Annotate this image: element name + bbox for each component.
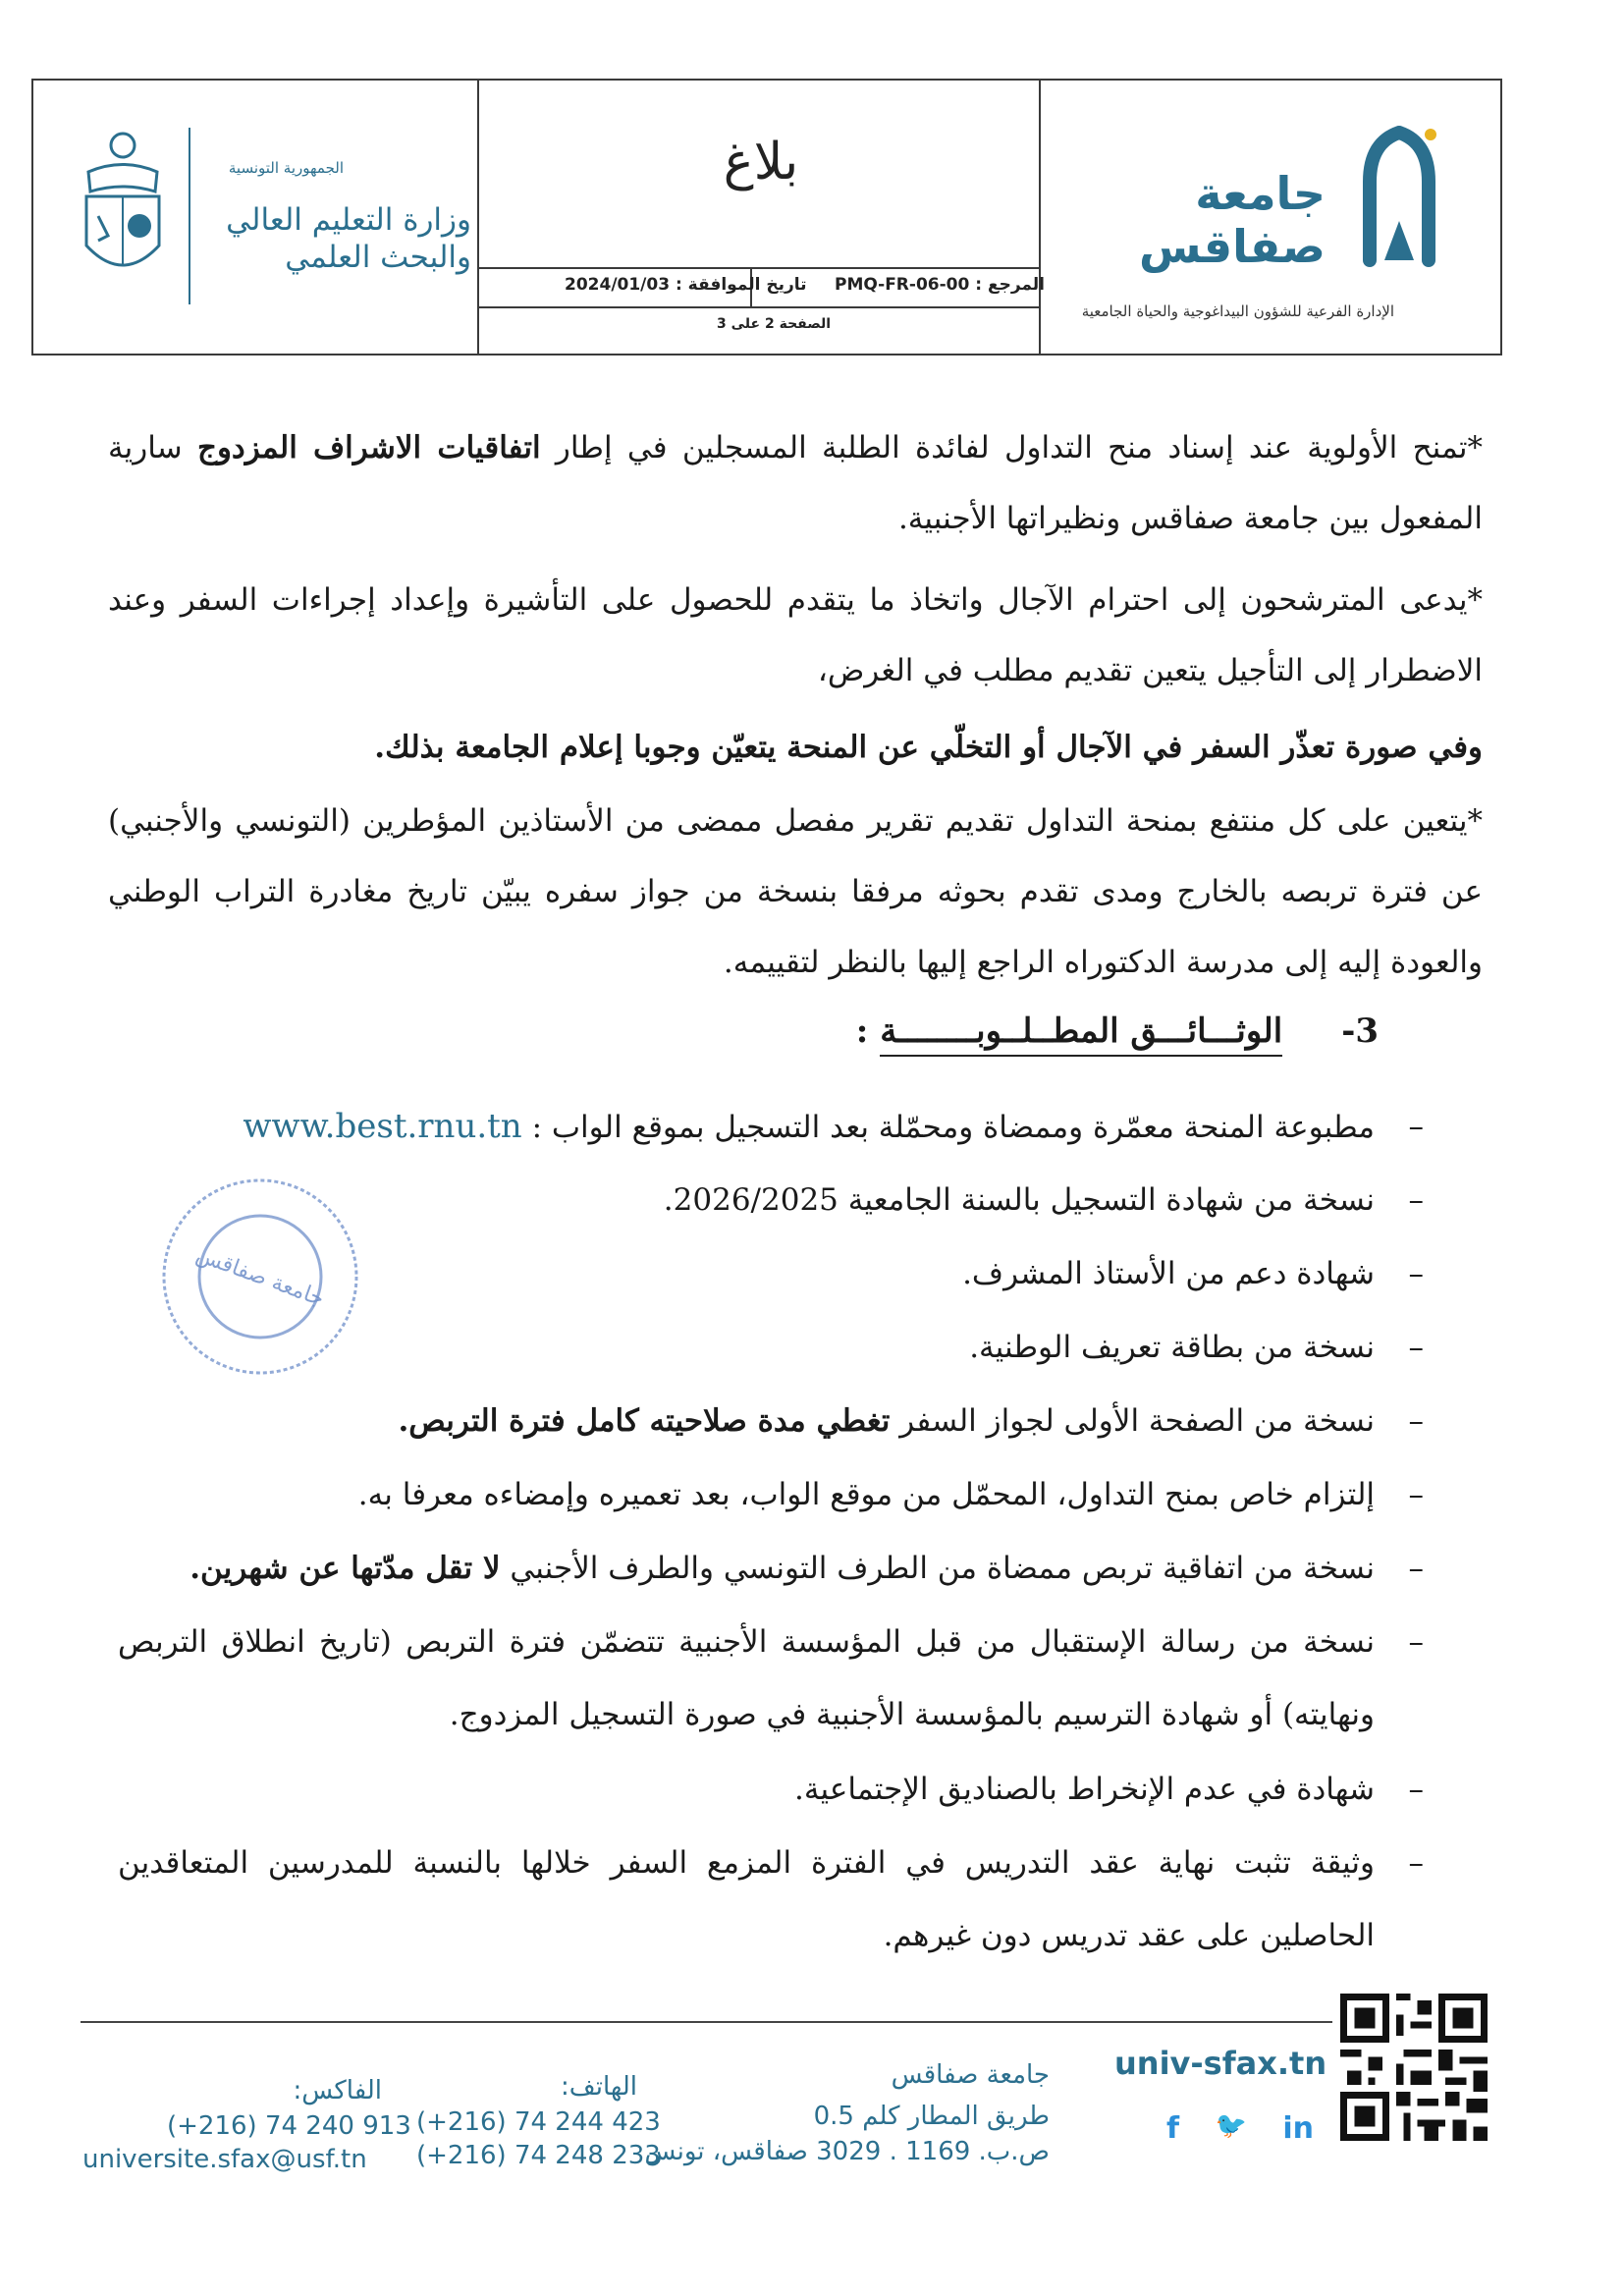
qr-code-icon[interactable] [1340, 1994, 1488, 2141]
reference-code: المرجع : PMQ-FR-06-00 [835, 275, 1046, 295]
header-divider [477, 306, 1039, 308]
university-logo [1060, 108, 1473, 334]
republic-label: الجمهورية التونسية [228, 159, 344, 177]
paragraph-priority: *تمنح الأولوية عند إسناد منح التداول لفائدة الطلبة المسجلين في إطار اتفاقيات الاشراف المزدوج سارية المفعول بين جامعة صفاقس ونظيراتها الأجنبية. [108, 430, 1483, 536]
list-item: – نسخة من شهادة التسجيل بالسنة الجامعية 2026/2025. [663, 1182, 1424, 1218]
university-subtitle: الإدارة الفرعية للشؤون البيداغوجية والحياة الجامعية [1081, 302, 1394, 320]
header-divider [477, 267, 1039, 269]
address-line: ص.ب. 1169 . 3029 صفاقس، تونس [644, 2137, 1050, 2166]
phone-title: الهاتف: [561, 2072, 637, 2102]
linkedin-icon[interactable]: in [1282, 2111, 1314, 2146]
list-item: – نسخة من بطاقة تعريف الوطنية. [969, 1330, 1424, 1365]
address-line: طريق المطار كلم 0.5 [813, 2102, 1050, 2131]
list-item: – مطبوعة المنحة معمّرة وممضاة ومحمّلة بعد التسجيل بموقع الواب : www.best.rnu.tn [243, 1107, 1424, 1146]
paragraph-report: *يتعين على كل منتفع بمنحة التداول تقديم تقرير مفصل ممضى من الأستاذين المؤطرين (التونسي والأجنبي) عن فترة تربصه بالخارج ومدى تقدم بحوثه مرفقا بنسخة من جواز سفره يبيّن تاريخ مغادرة التراب الوطني والعودة إليه إلى مدرسة الدكتوراه الراجع إليها بالنظر لتقييمه. [108, 803, 1483, 980]
header-divider [477, 81, 479, 354]
list-item: – شهادة دعم من الأستاذ المشرف. [962, 1256, 1424, 1291]
list-item: – شهادة في عدم الإنخراط بالصناديق الإجتماعية. [794, 1772, 1424, 1807]
svg-text:جامعة صفاقس: جامعة صفاقس [192, 1242, 328, 1312]
document-title: بلاغ [723, 133, 799, 191]
best-website-link[interactable]: www.best.rnu.tn [243, 1107, 522, 1146]
page-number: الصفحة 2 على 3 [717, 316, 832, 332]
paragraph-deadlines: *يدعى المترشحون إلى احترام الآجال واتخاذ ما يتقدم للحصول على التأشيرة وإعداد إجراءات السفر وعند الاضطرار إلى التأجيل يتعين تقديم مطلب في الغرض، [108, 582, 1483, 688]
phone-number[interactable]: (+216) 74 244 423 [416, 2107, 661, 2137]
list-item: – نسخة من رسالة الإستقبال من قبل المؤسسة الأجنبية تتضمّن فترة التربص (تاريخ انطلاق التربص ونهايته) أو شهادة الترسيم بالمؤسسة الأجنبية في صورة التسجيل المزدوج. [118, 1624, 1424, 1732]
facebook-icon[interactable]: f [1166, 2111, 1180, 2146]
twitter-icon[interactable]: 🐦 [1215, 2111, 1247, 2141]
fax-number: (+216) 74 240 913 [167, 2111, 411, 2141]
section-heading: 3-الوثـــائـــق المطــلــوبــــــــة : [856, 1011, 1379, 1051]
footer-divider [81, 2021, 1332, 2023]
ministry-block [59, 108, 471, 324]
social-links [1166, 2111, 1314, 2146]
address-title: جامعة صفاقس [891, 2060, 1050, 2090]
website-link[interactable]: univ-sfax.tn [1114, 2045, 1327, 2082]
fax-title: الفاكس: [293, 2076, 382, 2105]
coat-of-arms-icon [69, 128, 177, 285]
university-name: جامعة صفاقس [1139, 167, 1326, 273]
header-divider [1039, 81, 1041, 354]
university-stamp [157, 1174, 363, 1380]
ministry-divider [189, 128, 190, 304]
email-link[interactable]: universite.sfax@usf.tn [82, 2145, 367, 2174]
list-item: – إلتزام خاص بمنح التداول، المحمّل من موقع الواب، بعد تعميره وإمضاءه معرفا به. [357, 1477, 1424, 1512]
approval-date: تاريخ الموافقة : 2024/01/03 [565, 275, 807, 295]
phone-number[interactable]: (+216) 74 248 233 [416, 2141, 661, 2170]
university-emblem-icon [1340, 123, 1458, 270]
paragraph-notice: وفي صورة تعذّر السفر في الآجال أو التخلّي عن المنحة يتعيّن وجوبا إعلام الجامعة بذلك. [374, 730, 1483, 765]
list-item: – نسخة من الصفحة الأولى لجواز السفر تغطي مدة صلاحيته كامل فترة التربص. [398, 1403, 1424, 1439]
ministry-name: وزارة التعليم العالي والبحث العلمي [226, 202, 471, 275]
list-item: – وثيقة تثبت نهاية عقد التدريس في الفترة المزمع السفر خلالها بالنسبة للمدرسين المتعاقدين الحاصلين على عقد تدريس دون غيرهم. [118, 1845, 1424, 1953]
list-item: – نسخة من اتفاقية تربص ممضاة من الطرف التونسي والطرف الأجنبي لا تقل مدّتها عن شهرين. [189, 1551, 1424, 1586]
